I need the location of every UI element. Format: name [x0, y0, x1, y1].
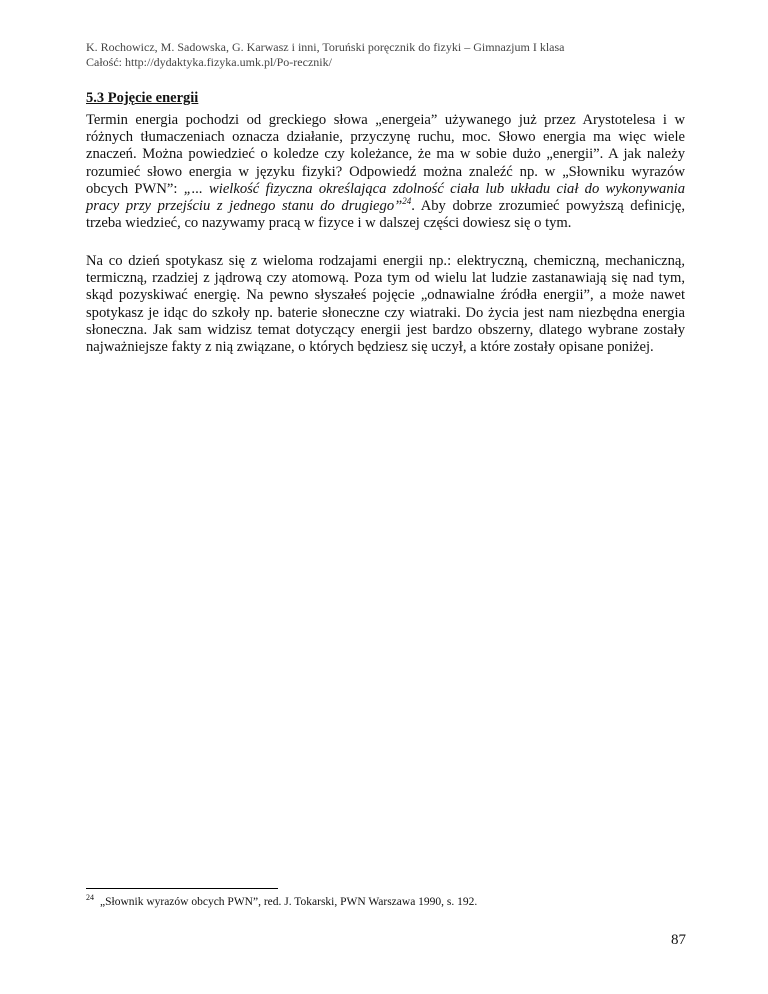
paragraph-closing-text: . Aby dobrze zrozumieć powyższą definicję, trzeba wiedzieć, co nazywamy pracą w fizyce i w dalszej części dowiesz się o tym.: [86, 198, 685, 232]
footnote-text: „Słownik wyrazów obcych PWN”, red. J. Tokarski, PWN Warszawa 1990, s. 192.: [100, 896, 478, 908]
header-authors-line: K. Rochowicz, M. Sadowska, G. Karwasz i inni, Toruński poręcznik do fizyki – Gimnazjum I klasa: [86, 40, 565, 54]
paragraph-energy-definition: [86, 112, 685, 232]
page-number: 87: [671, 932, 686, 948]
section-heading: 5.3 Pojęcie energii: [86, 90, 199, 106]
footnote: [86, 895, 686, 909]
header-url-line: Całość: http://dydaktyka.fizyka.umk.pl/Po-recznik/: [86, 55, 332, 69]
paragraph-energy-types: Na co dzień spotykasz się z wieloma rodzajami energii np.: elektryczną, chemiczną, mechaniczną, termiczną, rzadziej z jądrową czy atomową. Poza tym od wielu lat ludzie zastanawiają się nad tym, skąd pozyskiwać energię. Na pewno słyszałeś pojęcie „odnawialne źródła energii”, a może nawet spotykasz je idąc do szkoły np. baterie słoneczne czy wiatraki. Do życia jest nam niezbędna energia słoneczna. Jak sam widzisz temat dotyczący energii jest bardzo obszerny, dlatego wybrane zostały najważniejsze fakty z nią związane, o których będziesz się uczył, a które zostały opisane poniżej.: [86, 253, 685, 356]
page-header: [86, 40, 686, 70]
dictionary-quote: „... wielkość fizyczna określająca zdolność ciała lub układu ciał do wykonywania pracy przy przejściu z jednego stanu do drugiego”: [86, 180, 685, 215]
paragraph-intro-text: Termin energia pochodzi od greckiego słowa „energeia” używanego już przez Arystotelesa i w różnych tłumaczeniach oznacza działanie, przyczynę ruchu, moc. Słowo energia ma więc wiele znaczeń. Można powiedzieć o koledze czy koleżance, że ma w sobie dużo „energii”. A jak należy rozumieć słowo energia w języku fizyki? Odpowiedź można znaleźć np. w „Słowniku wyrazów obcych PWN”:: [86, 112, 685, 197]
footnote-number: 24: [86, 893, 94, 903]
footnote-reference[interactable]: 24: [402, 196, 412, 207]
footnote-divider: [86, 888, 278, 889]
